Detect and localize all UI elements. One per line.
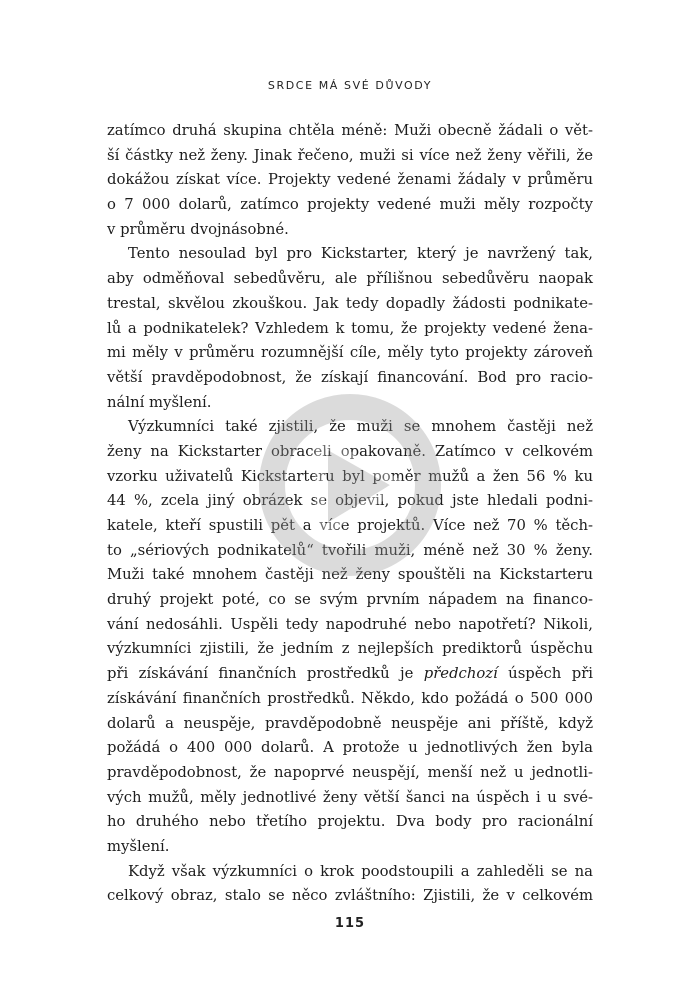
text-line: katele, kteří spustili pět a více projektů. Více než 70 % těch- <box>107 517 593 534</box>
text-line: v průměru dvojnásobné. <box>107 220 289 238</box>
paragraph-first-line: Když však výzkumníci o krok poodstoupili a zahleděli se na <box>128 862 593 880</box>
text-line: myšlení. <box>107 837 170 855</box>
text-line: vání nedosáhli. Uspěli tedy napodruhé nebo napotřetí? Nikoli, <box>107 615 593 633</box>
body-text <box>107 119 593 909</box>
text-line: 44 %, zcela jiný obrázek se objevil, pokud jste hledali podni- <box>107 492 593 510</box>
text-line: Muži také mnohem častěji než ženy spouštěli na Kickstarteru <box>107 566 593 584</box>
text-line: dolarů a neuspěje, pravděpodobně neuspěje ani příště, když <box>107 714 593 732</box>
emphasis-word: předchozí <box>423 665 498 683</box>
text-line: pravděpodobnost, že napoprvé neuspějí, menší než u jednotli- <box>107 763 593 781</box>
paragraph-first-line: Výzkumníci také zjistili, že muži se mnohem častěji než <box>128 418 593 436</box>
text-line: celkový obraz, stalo se něco zvláštního: Zjistili, že v celkovém <box>107 887 593 905</box>
text-line: trestal, skvělou zkouškou. Jak tedy dopadly žádosti podnikate- <box>107 294 593 312</box>
text-line: ženy na Kickstarter obraceli opakovaně. Zatímco v celkovém <box>107 442 593 460</box>
text-line: to „sériových podnikatelů“ tvořili muži, méně než 30 % ženy. <box>107 541 593 559</box>
text-line: o 7 000 dolarů, zatímco projekty vedené muži měly rozpočty <box>107 196 593 214</box>
text-line: zatímco druhá skupina chtěla méně: Muži obecně žádali o vět- <box>107 122 593 139</box>
text-line: vých mužů, měly jednotlivé ženy větší šanci na úspěch i u své- <box>107 788 593 806</box>
text-line: ho druhého nebo třetího projektu. Dva body pro racionální <box>107 813 593 831</box>
text-line: nální myšlení. <box>107 393 212 411</box>
text-line: aby odměňoval sebedůvěru, ale přílišnou sebedůvěru naopak <box>107 270 593 288</box>
text-line-with-emphasis <box>107 662 593 687</box>
text-line: druhý projekt poté, co se svým prvním nápadem na financo- <box>107 591 593 609</box>
text-segment: při získávání finančních prostředků je <box>107 665 424 683</box>
running-head: SRDCE MÁ SVÉ DŮVODY <box>267 79 433 92</box>
text-line: větší pravděpodobnost, že získají financování. Bod pro racio- <box>107 368 593 386</box>
text-line: lů a podnikatelek? Vzhledem k tomu, že projekty vedené žena- <box>107 319 593 337</box>
paragraph-first-line: Tento nesoulad byl pro Kickstarter, který je navržený tak, <box>128 245 593 263</box>
text-line: výzkumníci zjistili, že jedním z nejlepších prediktorů úspěchu <box>107 640 593 658</box>
text-line: získávání finančních prostředků. Někdo, kdo požádá o 500 000 <box>107 689 593 707</box>
page-number: 115 <box>334 916 366 931</box>
text-line: ší částky než ženy. Jinak řečeno, muži si více než ženy věřili, že <box>107 146 593 164</box>
text-line: mi měly v průměru rozumnější cíle, měly tyto projekty zároveň <box>107 344 593 362</box>
text-segment: úspěch při <box>497 665 593 683</box>
text-line: požádá o 400 000 dolarů. A protože u jednotlivých žen byla <box>107 739 593 757</box>
text-line: vzorku uživatelů Kickstarteru byl poměr mužů a žen 56 % ku <box>107 467 593 485</box>
text-line: dokážou získat více. Projekty vedené ženami žádaly v průměru <box>107 171 593 189</box>
